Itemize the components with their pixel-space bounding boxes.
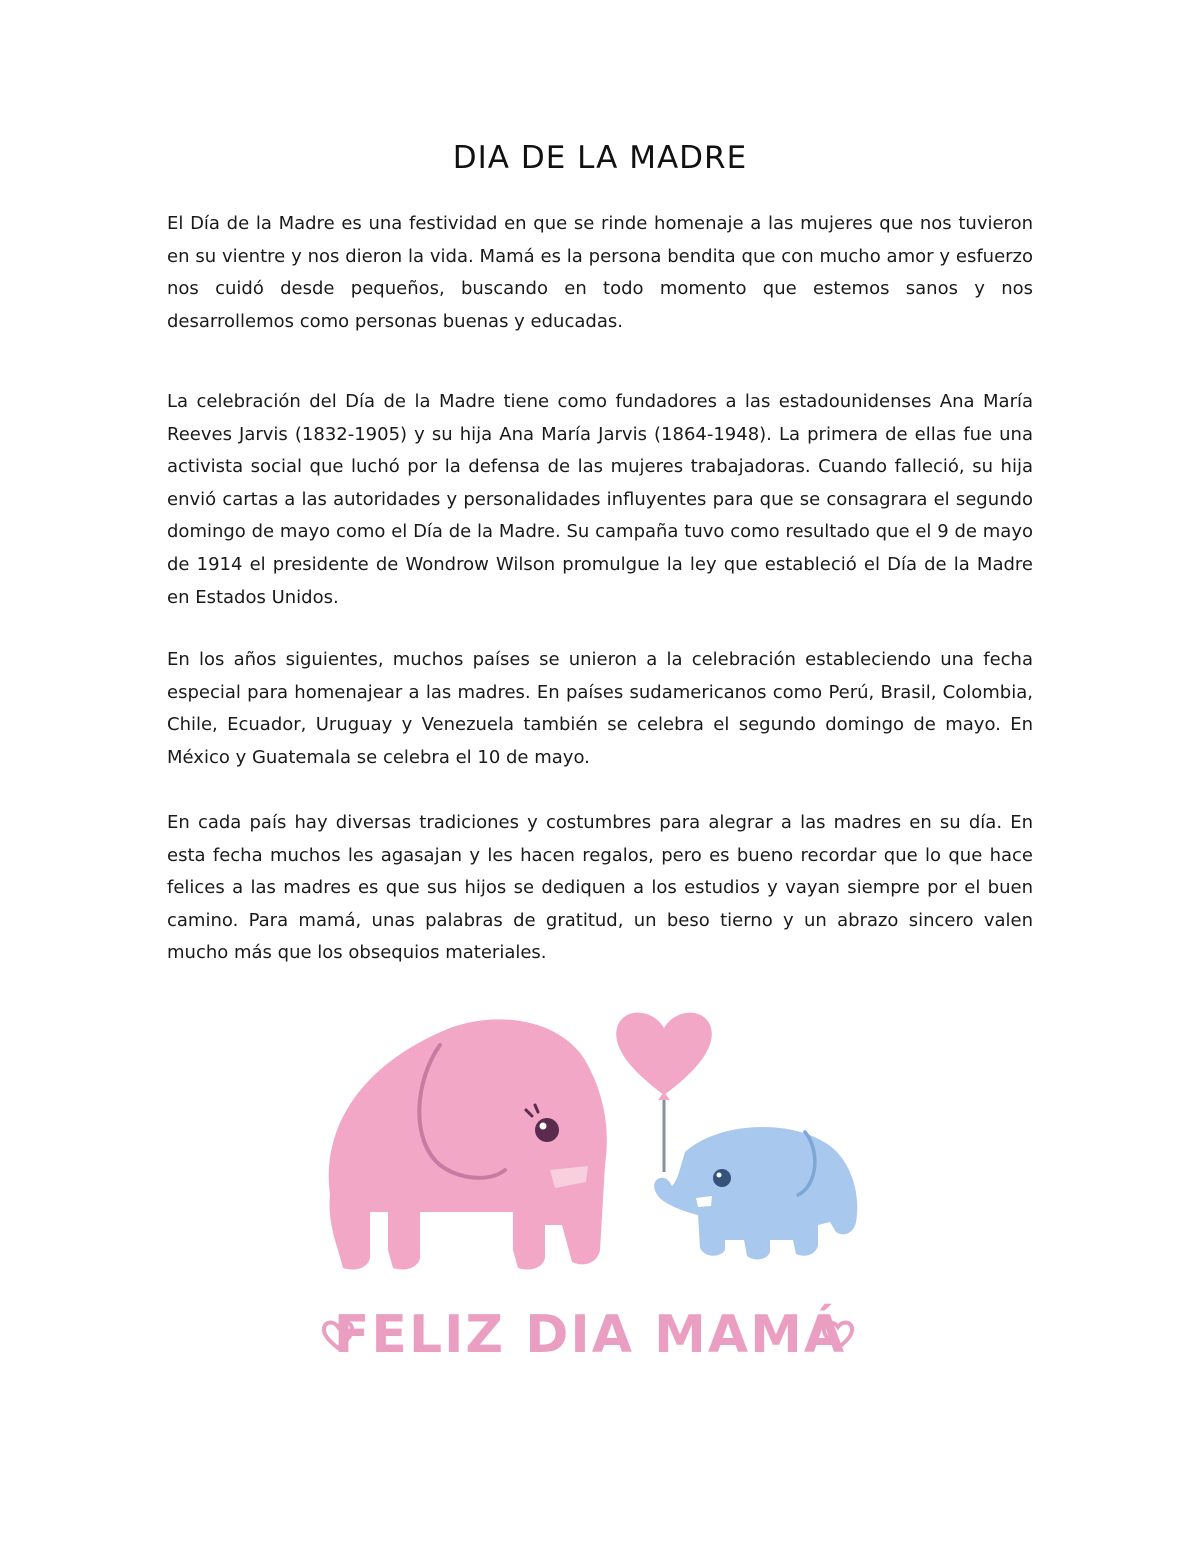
greeting-text: FELIZ DIA MAMÁ <box>333 1305 847 1365</box>
page-title: DIA DE LA MADRE <box>452 140 748 176</box>
paragraph-countries: En los años siguientes, muchos países se unieron a la celebración estableciendo una fecha especial para homenajear a las madres. En países sudamericanos como Perú, Brasil, Colombia, Chile, Ecuador, Uruguay y Venezuela también se celebra el segundo domingo de mayo. En México y Guatemala se celebra el 10 de mayo. <box>167 649 1033 768</box>
mother-elephant-icon <box>329 1019 607 1269</box>
baby-elephant-icon <box>654 1127 857 1260</box>
paragraph-traditions: En cada país hay diversas tradiciones y costumbres para alegrar a las madres en su día. En esta fecha muchos les agasajan y les hacen regalos, pero es bueno recordar que lo que hace felices a las madres es que sus hijos se dediquen a los estudios y vayan siempre por el buen camino. Para mamá, unas palabras de gratitud, un beso tierno y un abrazo sincero valen mucho más que los obsequios materiales. <box>167 812 1033 964</box>
greeting-banner <box>320 1300 860 1370</box>
heart-outline-icon <box>820 1318 856 1352</box>
paragraph-intro: El Día de la Madre es una festividad en que se rinde homenaje a las mujeres que nos tuvieron en su vientre y nos dieron la vida. Mamá es la persona bendita que con mucho amor y esfuerzo nos cuidó desde pequeños, buscando en todo momento que estemos sanos y nos desarrollemos como personas buenas y educadas. <box>167 213 1033 332</box>
paragraph-history: La celebración del Día de la Madre tiene como fundadores a las estadounidenses Ana María Reeves Jarvis (1832-1905) y su hija Ana María Jarvis (1864-1948). La primera de ellas fue una activista social que luchó por la defensa de las mujeres trabajadoras. Cuando falleció, su hija envió cartas a las autoridades y personalidades influyentes para que se consagrara el segundo domingo de mayo como el Día de la Madre. Su campaña tuvo como resultado que el 9 de mayo de 1914 el presidente de Wondrow Wilson promulgue la ley que estableció el Día de la Madre en Estados Unidos. <box>167 391 1033 608</box>
